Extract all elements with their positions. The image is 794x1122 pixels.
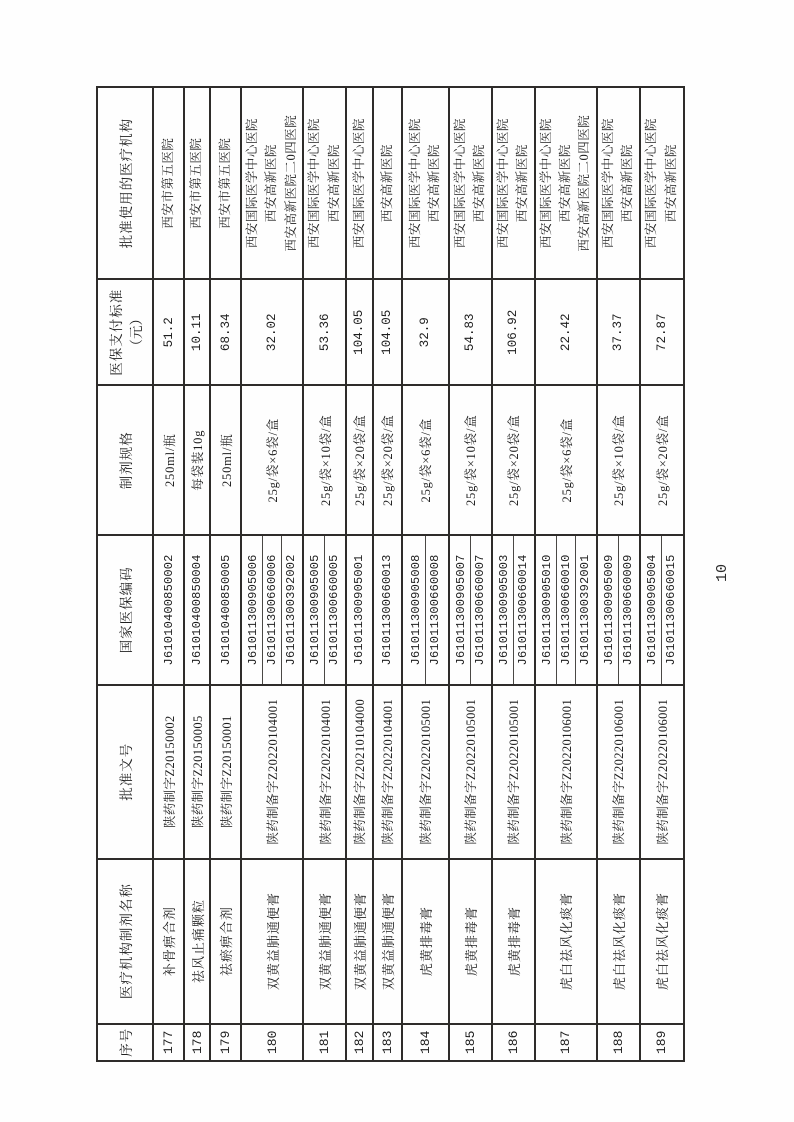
hospital-name: 西安国际医学中心医院 (452, 118, 467, 249)
table-row (373, 87, 402, 1061)
header-seq: 序号 (97, 1024, 153, 1061)
insurance-code: J61011300660007 (470, 536, 489, 684)
insurance-code: J61011300905005 (308, 554, 322, 666)
hospital-name: 西安高新医院 (620, 144, 635, 223)
cell-price: 10.11 (184, 279, 210, 385)
cell-spec: 25g/袋×10袋/盒 (449, 385, 492, 535)
cell-seq: 186 (492, 1024, 535, 1061)
cell-approval: 陕药制备字Z20220104001 (241, 685, 303, 859)
cell-spec: 25g/袋×6袋/盒 (402, 385, 449, 535)
cell-name: 双黄益肺通便膏 (241, 859, 303, 1024)
cell-approval: 陕药制字Z20150001 (210, 685, 241, 859)
hospital-name: 西安高新医院二0四医院 (577, 114, 592, 252)
cell-codes (184, 535, 210, 685)
cell-approval: 陕药制备字Z20220105001 (402, 685, 449, 859)
insurance-code: J61010400850004 (190, 554, 204, 666)
cell-hospitals (153, 87, 184, 279)
cell-approval: 陕药制备字Z20220105001 (492, 685, 535, 859)
cell-approval: 陕药制字Z20150005 (184, 685, 210, 859)
table-row (184, 87, 210, 1061)
cell-codes (449, 535, 492, 685)
cell-price: 32.02 (241, 279, 303, 385)
table-row (449, 87, 492, 1061)
table-row (492, 87, 535, 1061)
cell-price: 104.05 (346, 279, 373, 385)
cell-hospitals (597, 87, 640, 279)
hospital-name: 西安国际医学中心医院 (408, 118, 422, 249)
insurance-code: J61011300905009 (601, 554, 616, 666)
cell-codes (153, 535, 184, 685)
cell-codes (346, 535, 373, 685)
cell-codes (402, 535, 449, 685)
table-row (153, 87, 184, 1061)
cell-name: 双黄益肺通便膏 (346, 859, 373, 1024)
cell-hospitals (449, 87, 492, 279)
cell-seq: 182 (346, 1024, 373, 1061)
insurance-code: J61011300660009 (618, 536, 637, 684)
cell-codes (210, 535, 241, 685)
hospital-name: 西安高新医院 (379, 144, 394, 223)
header-price-line1: 医保支付标准 (109, 288, 124, 376)
page-number: 10 (713, 564, 731, 583)
cell-hospitals (492, 87, 535, 279)
table-row (402, 87, 449, 1061)
header-approval: 批准文号 (97, 685, 153, 859)
hospital-name: 西安高新医院 (264, 144, 279, 223)
cell-approval: 陕药制备字Z20220106001 (640, 685, 684, 859)
header-price-line2: （元） (129, 312, 144, 353)
insurance-code: J61011300905004 (645, 554, 659, 666)
table-row (303, 87, 346, 1061)
cell-spec: 250ml/瓶 (210, 385, 241, 535)
cell-seq: 181 (303, 1024, 346, 1061)
cell-seq: 180 (241, 1024, 303, 1061)
cell-codes (640, 535, 684, 685)
insurance-code: J61011300660014 (513, 536, 532, 684)
hospital-name: 西安市第五医院 (217, 137, 232, 229)
cell-price: 32.9 (402, 279, 449, 385)
hospital-name: 西安高新医院 (558, 144, 572, 223)
cell-price: 72.87 (640, 279, 684, 385)
cell-codes (303, 535, 346, 685)
insurance-code: J61011300660005 (324, 536, 343, 684)
hospital-name: 西安国际医学中心医院 (600, 118, 615, 249)
hospital-name: 西安高新医院二0四医院 (283, 114, 298, 252)
cell-codes (373, 535, 402, 685)
cell-spec: 25g/袋×10袋/盒 (303, 385, 346, 535)
cell-name: 补骨痹合剂 (153, 859, 184, 1024)
header-hospital: 批准使用的医疗机构 (97, 87, 153, 279)
cell-approval: 陕药制备字Z20220104001 (303, 685, 346, 859)
insurance-code: J61011300392002 (281, 536, 300, 684)
table-row (346, 87, 373, 1061)
cell-seq: 184 (402, 1024, 449, 1061)
hospital-name: 西安市第五医院 (189, 137, 204, 229)
cell-spec: 25g/袋×6袋/盒 (241, 385, 303, 535)
cell-codes (492, 535, 535, 685)
hospital-name: 西安国际医学中心医院 (495, 118, 510, 249)
insurance-code: J61011300660008 (425, 536, 444, 684)
hospital-name: 西安国际医学中心医院 (245, 118, 259, 249)
cell-seq: 179 (210, 1024, 241, 1061)
cell-approval: 陕药制备字Z20220106001 (535, 685, 597, 859)
insurance-code: J61011300660013 (380, 554, 395, 666)
cell-approval: 陕药制备字Z20220104001 (373, 685, 402, 859)
cell-approval: 陕药制字Z20150002 (153, 685, 184, 859)
cell-price: 51.2 (153, 279, 184, 385)
cell-approval: 陕药制备字Z20220106001 (597, 685, 640, 859)
cell-name: 虎白祛风化痰膏 (597, 859, 640, 1024)
table-row (210, 87, 241, 1061)
insurance-code: J61011300660006 (262, 536, 281, 684)
cell-hospitals (184, 87, 210, 279)
table-row (640, 87, 684, 1061)
cell-price: 54.83 (449, 279, 492, 385)
cell-spec: 25g/袋×20袋/盒 (346, 385, 373, 535)
header-name: 医疗机构制剂名称 (97, 859, 153, 1024)
cell-seq: 185 (449, 1024, 492, 1061)
cell-spec: 25g/袋×20袋/盒 (492, 385, 535, 535)
cell-name: 祛风止痛颗粒 (184, 859, 210, 1024)
cell-price: 106.92 (492, 279, 535, 385)
cell-name: 双黄益肺通便膏 (303, 859, 346, 1024)
hospital-name: 西安市第五医院 (160, 137, 175, 229)
cell-name: 虎黄排毒膏 (449, 859, 492, 1024)
cell-price: 53.36 (303, 279, 346, 385)
insurance-code: J61011300905008 (408, 554, 423, 666)
cell-hospitals (241, 87, 303, 279)
hospital-name: 西安国际医学中心医院 (351, 118, 366, 249)
header-row (97, 87, 153, 1061)
insurance-code: J61011300392001 (575, 536, 594, 684)
cell-price: 22.42 (535, 279, 597, 385)
cell-hospitals (640, 87, 684, 279)
cell-seq: 183 (373, 1024, 402, 1061)
insurance-code: J61011300660015 (661, 536, 680, 684)
cell-spec: 250ml/瓶 (153, 385, 184, 535)
hospital-name: 西安高新医院 (326, 144, 341, 223)
header-code: 国家医保编码 (97, 535, 153, 685)
hospital-name: 西安高新医院 (663, 144, 678, 223)
cell-hospitals (535, 87, 597, 279)
insurance-code: J61011300905007 (453, 554, 468, 666)
cell-spec: 25g/袋×20袋/盒 (373, 385, 402, 535)
cell-codes (535, 535, 597, 685)
cell-name: 祛瘀痹合剂 (210, 859, 241, 1024)
cell-spec: 25g/袋×20袋/盒 (640, 385, 684, 535)
cell-spec: 25g/袋×10袋/盒 (597, 385, 640, 535)
cell-approval: 陕药制备字Z20220105001 (449, 685, 492, 859)
cell-price: 104.05 (373, 279, 402, 385)
table-row (597, 87, 640, 1061)
header-price (97, 279, 153, 385)
cell-spec: 25g/袋×6袋/盒 (535, 385, 597, 535)
cell-name: 虎黄排毒膏 (402, 859, 449, 1024)
table-row (535, 87, 597, 1061)
insurance-code: J61011300905003 (496, 554, 511, 666)
table-row (241, 87, 303, 1061)
cell-seq: 189 (640, 1024, 684, 1061)
cell-hospitals (346, 87, 373, 279)
preparation-table (96, 86, 685, 1062)
cell-codes (241, 535, 303, 685)
rotated-table-container (96, 86, 680, 1062)
cell-price: 68.34 (210, 279, 241, 385)
cell-seq: 188 (597, 1024, 640, 1061)
cell-price: 37.37 (597, 279, 640, 385)
cell-seq: 177 (153, 1024, 184, 1061)
insurance-code: J61011300660010 (556, 536, 575, 684)
header-spec: 制剂规格 (97, 385, 153, 535)
hospital-name: 西安国际医学中心医院 (307, 118, 322, 249)
hospital-name: 西安国际医学中心医院 (644, 118, 659, 249)
cell-spec: 每袋装10g (184, 385, 210, 535)
hospital-name: 西安高新医院 (472, 144, 487, 223)
hospital-name: 西安高新医院 (427, 144, 442, 223)
cell-hospitals (373, 87, 402, 279)
insurance-code: J61010400850002 (161, 554, 176, 666)
cell-hospitals (303, 87, 346, 279)
insurance-code: J61010400850005 (218, 554, 233, 666)
insurance-code: J61011300905001 (352, 554, 367, 666)
insurance-code: J61011300905010 (539, 554, 554, 666)
cell-hospitals (402, 87, 449, 279)
cell-approval: 陕药制备字Z20210104000 (346, 685, 373, 859)
cell-name: 双黄益肺通便膏 (373, 859, 402, 1024)
hospital-name: 西安国际医学中心医院 (538, 118, 553, 249)
cell-seq: 178 (184, 1024, 210, 1061)
cell-codes (597, 535, 640, 685)
cell-seq: 187 (535, 1024, 597, 1061)
cell-name: 虎白祛风化痰膏 (640, 859, 684, 1024)
cell-name: 虎白祛风化痰膏 (535, 859, 597, 1024)
cell-name: 虎黄排毒膏 (492, 859, 535, 1024)
cell-hospitals (210, 87, 241, 279)
hospital-name: 西安高新医院 (515, 144, 530, 223)
insurance-code: J61011300905006 (246, 554, 261, 666)
